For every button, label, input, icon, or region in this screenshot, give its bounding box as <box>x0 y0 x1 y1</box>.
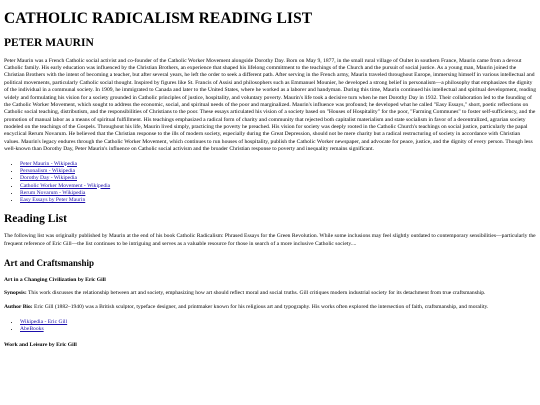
link-rerum-novarum-wikipedia[interactable]: Rerum Novarum - Wikipedia <box>20 190 86 197</box>
book-title: Art in a Changing Civilization by Eric Gill <box>4 276 106 283</box>
synopsis-label: Synopsis: <box>4 289 27 296</box>
list-item <box>20 183 536 190</box>
synopsis-text: This work discusses the relationship between art and society, emphasizing how art should reflect moral and social truths. Gill critiques modern industrial society for its detachment from true craftsmanship. <box>26 289 486 296</box>
list-item <box>20 168 536 175</box>
link-personalism-wikipedia[interactable]: Personalism - Wikipedia <box>20 167 75 174</box>
bio-link-list <box>4 161 536 205</box>
reading-list-heading: Reading List <box>4 212 67 225</box>
link-dorothy-day-wikipedia[interactable]: Dorothy Day - Wikipedia <box>20 175 77 182</box>
link-peter-maurin-wikipedia[interactable]: Peter Maurin - Wikipedia <box>20 160 77 167</box>
link-easy-essays[interactable]: Easy Essays by Peter Maurin <box>20 197 86 204</box>
list-item <box>20 161 536 168</box>
link-eric-gill-wikipedia[interactable]: Wikipedia - Eric Gill <box>20 318 68 325</box>
list-item <box>20 190 536 197</box>
book-author-bio <box>4 304 536 311</box>
list-item <box>20 326 536 333</box>
link-abebooks[interactable]: AbeBooks <box>20 326 44 333</box>
author-bio-text: Eric Gill (1882–1940) was a British sculptor, typeface designer, and printmaker known for his religious art and typography. His works often explored the intersection of faith, craftsmanship, and morality. <box>32 304 489 311</box>
link-catholic-worker-movement-wikipedia[interactable]: Catholic Worker Movement - Wikipedia <box>20 182 111 189</box>
author-heading: PETER MAURIN <box>4 37 94 50</box>
author-bio: Peter Maurin was a French Catholic social activist and co-founder of the Catholic Worker Movement alongside Dorothy Day. Born on May 9, 1877, in the small rural village of Oultet in southern France, Maurin came from a devout Catholic family. His early education was influenced by the Christian Brothers, an experience that shaped his lifelong commitment to the teachings of the Church and the pursuit of social justice. As a young man, Maurin joined the Christian Brothers with the intent of becoming a teacher, but after several years, he left the order to seek a different path. After serving in the French army, Maurin traveled throughout Europe, immersing himself in various intellectual and political movements, particularly Catholic social thought. Inspired by figures like St. Francis of Assisi and philosophers such as Emmanuel Mounier, he developed a strong belief in personalism—a philosophy that emphasizes the dignity of the individual in a communal society. In 1909, he immigrated to Canada and later to the United States, where he worked as a laborer and handyman. During this time, Maurin continued his intellectual and spiritual development, reading widely and formulating his vision for a society grounded in Catholic principles of justice, hospitality, and voluntary poverty. Maurin's life took a decisive turn when he met Dorothy Day in 1932. Their collaboration led to the founding of the Catholic Worker Movement, which sought to address the economic, social, and spiritual needs of the poor and marginalized. Maurin's influence was profound; he developed what he called "Easy Essays," short, poetic reflections on Catholic social teaching, distributism, and the responsibilities of Christians to the poor. These essays articulated his vision of a society based on "Houses of Hospitality" for the poor, "Farming Communes" to foster self-sufficiency, and the promotion of manual labor as a means of spiritual fulfillment. His teachings emphasized a radical form of charity and community that rejected both capitalist materialism and state socialism in favor of a decentralized, agrarian society modeled on the teachings of the Gospels. Throughout his life, Maurin lived simply, practicing the poverty he preached. His vision for society was deeply rooted in the Catholic Church's teachings on social justice, particularly the papal encyclical Rerum Novarum. He believed that the Christian response to the ills of modern society, especially during the Great Depression, should not be mere charity but a radical restructuring of society in accordance with Christian values. Maurin's legacy endures through the Catholic Worker Movement, which continues to run houses of hospitality, publish the Catholic Worker newspaper, and advocate for peace, justice, and the dignity of every person. Though less well-known than Dorothy Day, Peter Maurin's influence on Catholic social activism and the broader Christian response to poverty and inequality remains significant. <box>4 57 536 153</box>
list-item <box>20 197 536 204</box>
list-item <box>20 319 536 326</box>
book-synopsis <box>4 290 536 297</box>
reading-list-intro: The following list was originally published by Maurin at the end of his book Catholic Radicalism: Phrased Essays for the Green Revolution. While some inclusions may feel slightly outdated to contemporary sensibilities—particularly the frequent reference of Eric Gill—the list continues to be intriguing and serves as a valuable resource for those in search of a more inclusive Catholic society.... <box>4 233 536 247</box>
book-title: Work and Leisure by Eric Gill <box>4 342 77 349</box>
section-heading-art-craftsmanship: Art and Craftsmanship <box>4 258 95 269</box>
author-bio-label: Author Bio: <box>4 304 33 311</box>
page-title: CATHOLIC RADICALISM READING LIST <box>4 10 313 27</box>
list-item <box>20 175 536 182</box>
book-link-list <box>4 319 536 334</box>
